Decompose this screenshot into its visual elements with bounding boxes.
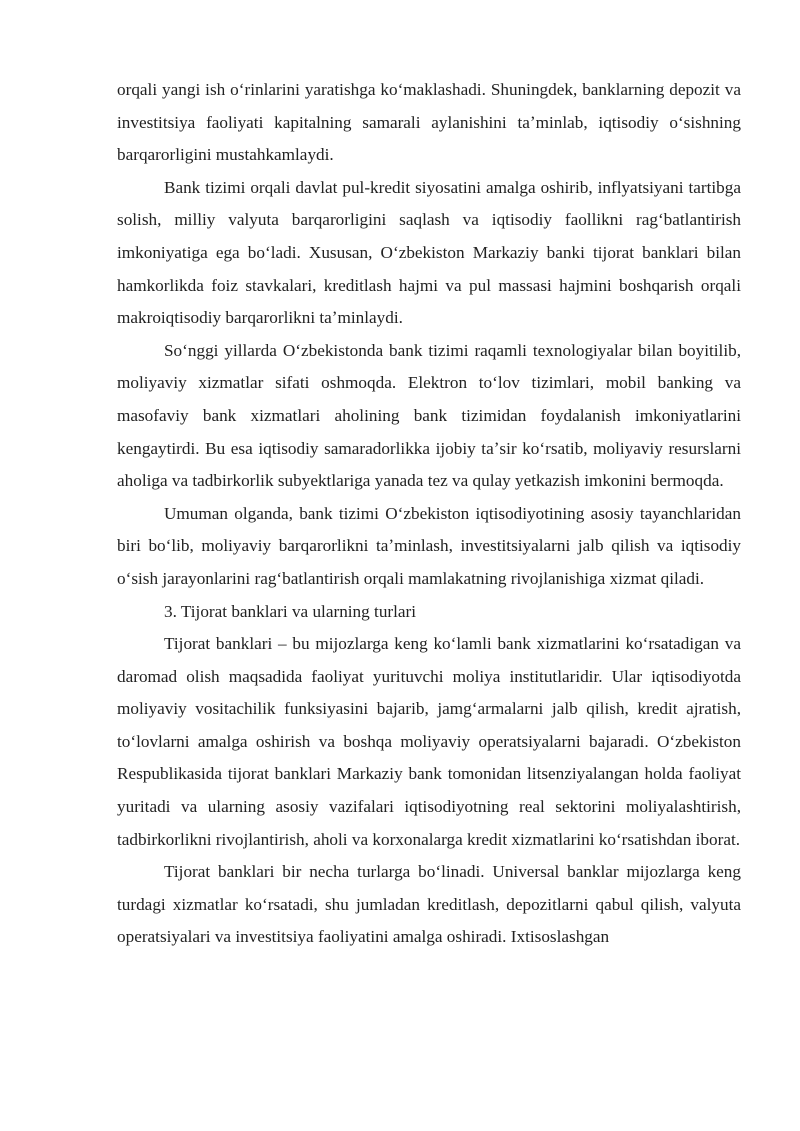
paragraph-commercial-banks: Tijorat banklari – bu mijozlarga keng koʻlamli bank xizmatlarini koʻrsatadigan va daromad olish maqsadida faoliyat yurituvchi moliya institutlaridir. Ular iqtisodiyotda moliyaviy vositachilik funksiyasini bajarib, jamgʻarmalarni jalb qilish, kredit ajratish, toʻlovlarni amalga oshirish va boshqa moliyaviy operatsiyalarni bajaradi. Oʻzbekiston Respublikasida tijorat banklari Markaziy bank tomonidan litsenziyalangan holda faoliyat yuritadi va ularning asosiy vazifalari iqtisodiyotning real sektorini moliyalashtirish, tadbirkorlikni rivojlantirish, aholi va korxonalarga kredit xizmatlarini koʻrsatishdan iborat.	[117, 634, 741, 849]
paragraph-continuation: orqali yangi ish oʻrinlarini yaratishga koʻmaklashadi. Shuningdek, banklarning depozit va investitsiya faoliyati kapitalning samarali aylanishini taʼminlab, iqtisodiy oʻsishning barqarorligini mustahkamlaydi.	[117, 80, 741, 165]
paragraph-bank-types: Tijorat banklari bir necha turlarga boʻlinadi. Universal banklar mijozlarga keng turdagi xizmatlar koʻrsatadi, shu jumladan kreditlash, depozitlarni qabul qilish, valyuta operatsiyalari va investitsiya faoliyatini amalga oshiradi. Ixtisoslashgan	[117, 862, 741, 947]
paragraph-conclusion: Umuman olganda, bank tizimi Oʻzbekiston iqtisodiyotining asosiy tayanchlaridan biri boʻlib, moliyaviy barqarorlikni taʼminlash, investitsiyalarni jalb qilish va iqtisodiy oʻsish jarayonlarini ragʻbatlantirish orqali mamlakatning rivojlanishiga xizmat qiladi.	[117, 503, 741, 588]
document-page	[117, 74, 741, 954]
section-heading: 3. Tijorat banklari va ularning turlari	[164, 601, 417, 621]
paragraph-bank-policy: Bank tizimi orqali davlat pul-kredit siyosatini amalga oshirib, inflyatsiyani tartibga solish, milliy valyuta barqarorligini saqlash va iqtisodiy faollikni ragʻbatlantirish imkoniyatiga ega boʻladi. Xususan, Oʻzbekiston Markaziy banki tijorat banklari bilan hamkorlikda foiz stavkalari, kreditlash hajmi va pul massasi hajmini boshqarish orqali makroiqtisodiy barqarorlikni taʼminlaydi.	[117, 177, 741, 328]
paragraph-digital-banking: Soʻnggi yillarda Oʻzbekistonda bank tizimi raqamli texnologiyalar bilan boyitilib, moliyaviy xizmatlar sifati oshmoqda. Elektron toʻlov tizimlari, mobil banking va masofaviy bank xizmatlari aholining bank tizimidan foydalanish imkoniyatlarini kengaytirdi. Bu esa iqtisodiy samaradorlikka ijobiy taʼsir koʻrsatib, moliyaviy resurslarni aholiga va tadbirkorlik subyektlariga yanada tez va qulay yetkazish imkonini bermoqda.	[117, 340, 741, 491]
